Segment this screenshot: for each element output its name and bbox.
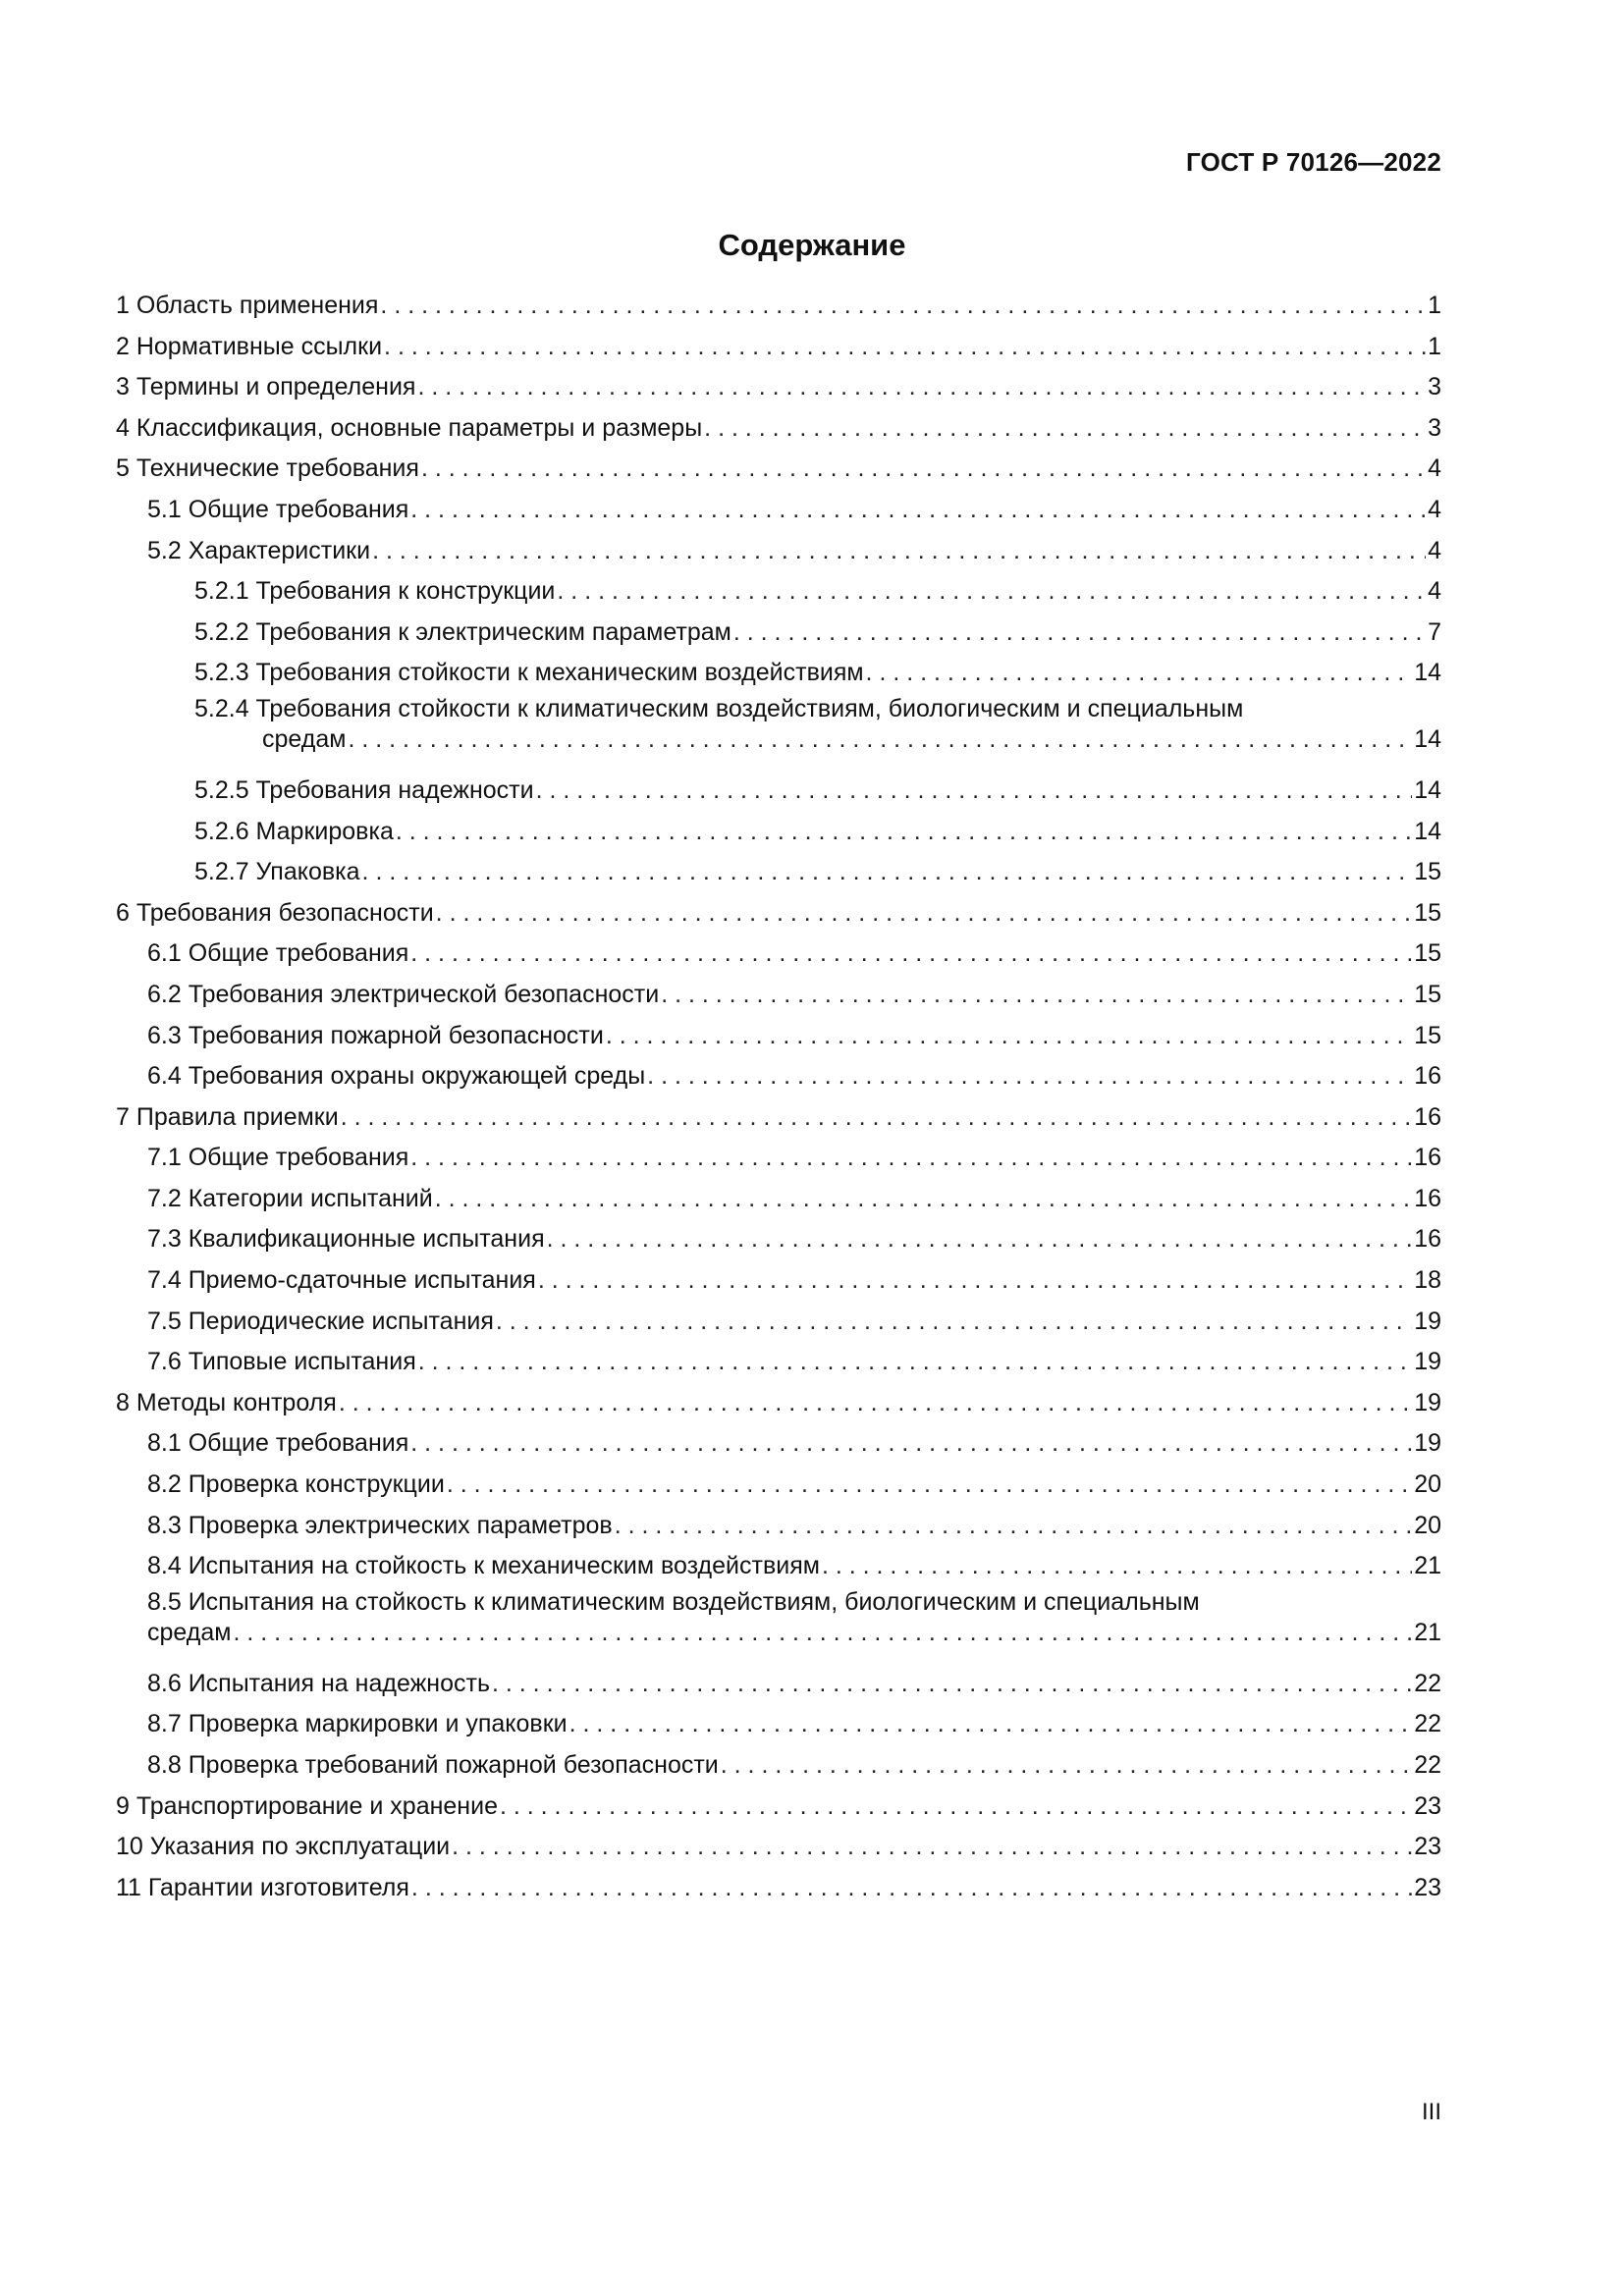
toc-entry-page: 21: [1414, 1552, 1441, 1580]
toc-entry[interactable]: [116, 613, 1441, 654]
toc-entry-title: 5.2.7 Упаковка: [194, 858, 360, 886]
toc-entry-title: 2 Нормативные ссылки: [116, 332, 383, 360]
toc-entry[interactable]: [116, 852, 1441, 893]
toc-entry-title: 8.8 Проверка требований пожарной безопасности: [147, 1751, 719, 1779]
toc-entry[interactable]: [116, 490, 1441, 531]
toc-entry-title: 8.1 Общие требования: [147, 1429, 409, 1458]
toc-entry-page: 23: [1414, 1791, 1441, 1820]
toc-entry[interactable]: [116, 1664, 1441, 1705]
toc-entry-page: 14: [1414, 659, 1441, 687]
dot-leader: [341, 1097, 1412, 1139]
toc-entry-page: 19: [1414, 1348, 1441, 1376]
toc-entry-page: 22: [1414, 1751, 1441, 1779]
toc-entry[interactable]: [116, 327, 1441, 368]
dot-leader: [411, 1868, 1412, 1909]
toc-entry-page: 4: [1428, 536, 1441, 564]
toc-entry[interactable]: [116, 1302, 1441, 1343]
toc-entry-title: 5.2.6 Маркировка: [194, 817, 394, 845]
toc-entry-page: 3: [1428, 413, 1441, 442]
dot-leader: [721, 1745, 1412, 1787]
toc-entry[interactable]: [116, 653, 1441, 694]
toc-entry[interactable]: [116, 1423, 1441, 1465]
toc-entry-title: 5.2 Характеристики: [147, 536, 371, 564]
toc-entry-title: 7 Правила приемки: [116, 1102, 339, 1131]
table-of-contents: [116, 286, 1441, 1908]
toc-entry-page: 14: [1414, 817, 1441, 845]
dot-leader: [233, 1618, 1412, 1648]
dot-leader: [410, 934, 1412, 975]
toc-entry-page: 14: [1414, 724, 1441, 753]
dot-leader: [822, 1546, 1412, 1587]
dot-leader: [435, 1179, 1412, 1220]
document-code: ГОСТ Р 70126—2022: [1186, 147, 1441, 177]
toc-entry[interactable]: [116, 1506, 1441, 1547]
toc-entry-page: 18: [1414, 1266, 1441, 1295]
toc-entry[interactable]: [116, 1260, 1441, 1302]
toc-entry[interactable]: [116, 1383, 1441, 1424]
toc-entry[interactable]: [116, 1016, 1441, 1057]
toc-entry[interactable]: [116, 975, 1441, 1016]
dot-leader: [536, 771, 1413, 812]
dot-leader: [436, 893, 1413, 934]
dot-leader: [569, 1704, 1413, 1745]
dot-leader: [384, 327, 1426, 368]
toc-entry[interactable]: [116, 812, 1441, 853]
dot-leader: [339, 1383, 1412, 1424]
dot-leader: [496, 1302, 1412, 1343]
dot-leader: [396, 812, 1412, 853]
toc-entry-page: 19: [1414, 1429, 1441, 1458]
toc-entry[interactable]: [116, 1704, 1441, 1745]
toc-entry-page: 4: [1428, 495, 1441, 523]
toc-entry-title: 7.5 Периодические испытания: [147, 1307, 494, 1335]
toc-entry-title: 8.5 Испытания на стойкость к климатическим воздействиям, биологическим и специальным: [147, 1587, 1200, 1616]
toc-entry-page: 4: [1428, 577, 1441, 606]
toc-entry-title: 9 Транспортирование и хранение: [116, 1791, 498, 1820]
toc-entry-page: 15: [1414, 939, 1441, 968]
toc-entry-title: 8.3 Проверка электрических параметров: [147, 1511, 613, 1539]
dot-leader: [547, 1219, 1413, 1260]
toc-entry-page: 20: [1414, 1511, 1441, 1539]
toc-entry-title: 5.2.5 Требования надежности: [194, 775, 534, 804]
toc-entry-title: 6.3 Требования пожарной безопасности: [147, 1021, 604, 1049]
dot-leader: [452, 1827, 1412, 1868]
toc-entry-page: 22: [1414, 1710, 1441, 1738]
toc-entry-page: 16: [1414, 1144, 1441, 1172]
toc-entry-title: 5 Технические требования: [116, 454, 419, 483]
toc-entry-title: 1 Область применения: [116, 292, 379, 319]
toc-entry-page: 15: [1414, 1021, 1441, 1049]
toc-entry[interactable]: [116, 1546, 1441, 1587]
toc-entry[interactable]: [116, 1868, 1441, 1909]
toc-entry-title: 8.2 Проверка конструкции: [147, 1470, 445, 1499]
toc-entry-title: 5.2.4 Требования стойкости к климатическим воздействиям, биологическим и специальным: [194, 694, 1244, 722]
toc-entry-page: 23: [1414, 1873, 1441, 1901]
dot-leader: [661, 975, 1412, 1016]
dot-leader: [447, 1465, 1412, 1506]
dot-leader: [704, 408, 1426, 450]
toc-entry-page: 19: [1414, 1307, 1441, 1335]
toc-entry-page: 4: [1428, 454, 1441, 483]
toc-entry-title: 8.7 Проверка маркировки и упаковки: [147, 1710, 568, 1738]
dot-leader: [421, 449, 1426, 490]
toc-entry[interactable]: [116, 1219, 1441, 1260]
toc-entry[interactable]: [116, 449, 1441, 490]
toc-entry[interactable]: [116, 531, 1441, 572]
toc-entry-page: 15: [1414, 980, 1441, 1008]
toc-entry-title: 10 Указания по эксплуатации: [116, 1833, 451, 1861]
toc-entry-page: 3: [1428, 373, 1441, 401]
toc-entry-title: 3 Термины и определения: [116, 373, 416, 401]
toc-entry[interactable]: [116, 1138, 1441, 1179]
toc-entry-title: 8.4 Испытания на стойкость к механическим воздействиям: [147, 1552, 820, 1580]
dot-leader: [866, 653, 1413, 694]
toc-entry[interactable]: [116, 1097, 1441, 1139]
toc-entry-page: 16: [1414, 1062, 1441, 1091]
toc-entry-title-continued: средам: [262, 724, 347, 753]
toc-entry-title: 5.2.3 Требования стойкости к механическим воздействиям: [194, 659, 864, 687]
toc-entry[interactable]: [116, 1587, 1441, 1664]
toc-entry[interactable]: [116, 408, 1441, 450]
toc-entry-title: 5.2.2 Требования к электрическим параметрам: [194, 617, 731, 646]
toc-entry-title: 7.2 Категории испытаний: [147, 1184, 433, 1212]
toc-entry-page: 20: [1414, 1470, 1441, 1499]
dot-leader: [500, 1787, 1412, 1828]
toc-entry-title: 5.2.1 Требования к конструкции: [194, 577, 556, 606]
toc-entry-title: 7.3 Квалификационные испытания: [147, 1225, 545, 1254]
toc-entry-title-continued: средам: [147, 1618, 232, 1646]
dot-leader: [615, 1506, 1413, 1547]
toc-entry[interactable]: [116, 367, 1441, 408]
dot-leader: [348, 724, 1412, 755]
dot-leader: [538, 1260, 1412, 1302]
toc-entry-page: 23: [1414, 1833, 1441, 1861]
dot-leader: [410, 1138, 1412, 1179]
toc-entry-page: 15: [1414, 898, 1441, 927]
dot-leader: [372, 531, 1426, 572]
page-number: III: [1421, 2099, 1441, 2125]
toc-entry[interactable]: [116, 1056, 1441, 1097]
toc-entry-title: 8 Методы контроля: [116, 1388, 337, 1416]
toc-entry[interactable]: [116, 286, 1441, 327]
toc-entry-title: 8.6 Испытания на надежность: [147, 1669, 490, 1697]
toc-entry[interactable]: [116, 934, 1441, 975]
toc-entry[interactable]: [116, 1342, 1441, 1383]
toc-entry-page: 7: [1428, 617, 1441, 646]
toc-entry-page: 1: [1428, 332, 1441, 360]
dot-leader: [733, 613, 1426, 654]
toc-entry-title: 6.2 Требования электрической безопасности: [147, 980, 660, 1008]
page-title: Содержание: [718, 228, 906, 262]
toc-entry-title: 7.1 Общие требования: [147, 1144, 409, 1172]
dot-leader: [606, 1016, 1412, 1057]
toc-entry[interactable]: [116, 694, 1441, 771]
toc-entry-title: 5.1 Общие требования: [147, 495, 409, 523]
toc-entry-page: 14: [1414, 775, 1441, 804]
dot-leader: [410, 1423, 1412, 1465]
dot-leader: [647, 1056, 1412, 1097]
toc-entry-title: 4 Классификация, основные параметры и размеры: [116, 413, 703, 442]
dot-leader: [417, 367, 1426, 408]
dot-leader: [362, 852, 1413, 893]
toc-entry-page: 16: [1414, 1102, 1441, 1131]
toc-entry[interactable]: [116, 1787, 1441, 1828]
toc-entry-page: 19: [1414, 1388, 1441, 1416]
dot-leader: [380, 286, 1426, 327]
toc-entry-title: 7.6 Типовые испытания: [147, 1348, 416, 1376]
toc-entry-page: 1: [1428, 292, 1441, 319]
dot-leader: [418, 1342, 1412, 1383]
toc-entry[interactable]: [116, 893, 1441, 934]
toc-entry[interactable]: [116, 1179, 1441, 1220]
toc-entry[interactable]: [116, 1465, 1441, 1506]
toc-entry-title: 11 Гарантии изготовителя: [116, 1873, 409, 1901]
toc-entry-page: 21: [1414, 1618, 1441, 1646]
toc-entry-page: 15: [1414, 858, 1441, 886]
dot-leader: [410, 490, 1426, 531]
dot-leader: [557, 571, 1426, 613]
toc-entry-page: 22: [1414, 1669, 1441, 1697]
toc-entry-title: 6 Требования безопасности: [116, 898, 434, 927]
dot-leader: [492, 1664, 1412, 1705]
toc-entry-title: 6.4 Требования охраны окружающей среды: [147, 1062, 646, 1091]
toc-entry[interactable]: [116, 1745, 1441, 1787]
toc-entry[interactable]: [116, 1827, 1441, 1868]
toc-entry[interactable]: [116, 571, 1441, 613]
toc-entry-page: 16: [1414, 1184, 1441, 1212]
toc-entry-title: 7.4 Приемо-сдаточные испытания: [147, 1266, 536, 1295]
toc-entry[interactable]: [116, 771, 1441, 812]
toc-entry-title: 6.1 Общие требования: [147, 939, 409, 968]
toc-entry-page: 16: [1414, 1225, 1441, 1254]
